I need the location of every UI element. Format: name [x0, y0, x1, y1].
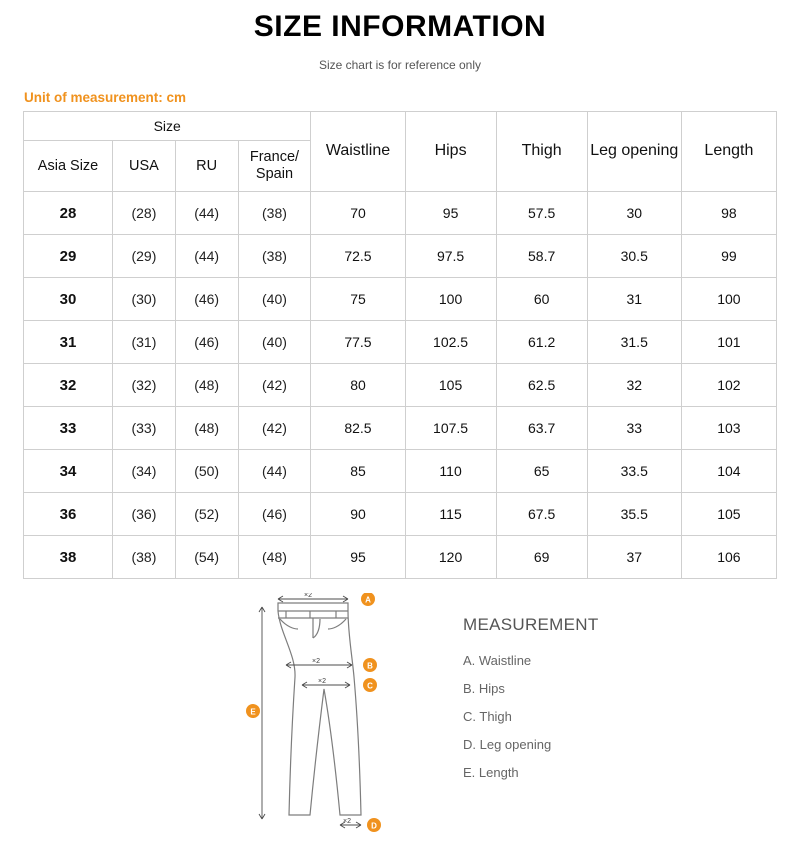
cell-waistline: 70	[311, 192, 405, 235]
cell-waistline: 95	[311, 536, 405, 579]
cell-france-spain: (42)	[238, 364, 311, 407]
column-header-usa: USA	[113, 141, 176, 192]
cell-length: 104	[681, 450, 776, 493]
table-row	[24, 192, 777, 235]
pants-diagram-svg	[240, 593, 420, 833]
cell-leg-opening: 31.5	[587, 321, 681, 364]
cell-waistline: 90	[311, 493, 405, 536]
column-header-asia-size: Asia Size	[24, 141, 113, 192]
column-header-hips: Hips	[405, 112, 496, 192]
cell-asia-size: 38	[24, 536, 113, 579]
table-body	[24, 192, 777, 579]
cell-asia-size: 36	[24, 493, 113, 536]
cell-thigh: 60	[496, 278, 587, 321]
cell-france-spain: (44)	[238, 450, 311, 493]
measurement-legend	[463, 615, 763, 793]
svg-text:C: C	[367, 681, 373, 691]
table-group-header-row	[24, 112, 777, 141]
cell-waistline: 80	[311, 364, 405, 407]
cell-usa: (34)	[113, 450, 176, 493]
column-header-waistline: Waistline	[311, 112, 405, 192]
cell-thigh: 57.5	[496, 192, 587, 235]
cell-usa: (31)	[113, 321, 176, 364]
cell-hips: 110	[405, 450, 496, 493]
cell-asia-size: 32	[24, 364, 113, 407]
cell-france-spain: (46)	[238, 493, 311, 536]
cell-usa: (32)	[113, 364, 176, 407]
cell-asia-size: 29	[24, 235, 113, 278]
cell-france-spain: (48)	[238, 536, 311, 579]
cell-waistline: 72.5	[311, 235, 405, 278]
column-header-length: Length	[681, 112, 776, 192]
cell-asia-size: 33	[24, 407, 113, 450]
cell-usa: (29)	[113, 235, 176, 278]
table-row	[24, 235, 777, 278]
page-subtitle: Size chart is for reference only	[318, 58, 482, 72]
table-row	[24, 407, 777, 450]
size-chart-table	[23, 111, 777, 579]
cell-hips: 107.5	[405, 407, 496, 450]
unit-note: Unit of measurement: cm	[24, 90, 187, 105]
cell-length: 101	[681, 321, 776, 364]
cell-leg-opening: 30.5	[587, 235, 681, 278]
cell-leg-opening: 33.5	[587, 450, 681, 493]
cell-hips: 95	[405, 192, 496, 235]
cell-usa: (36)	[113, 493, 176, 536]
cell-ru: (48)	[175, 407, 238, 450]
cell-thigh: 62.5	[496, 364, 587, 407]
cell-thigh: 63.7	[496, 407, 587, 450]
measurement-item-b: B. Hips	[463, 681, 505, 696]
cell-france-spain: (38)	[238, 192, 311, 235]
cell-thigh: 67.5	[496, 493, 587, 536]
table-row	[24, 536, 777, 579]
cell-ru: (50)	[175, 450, 238, 493]
cell-ru: (44)	[175, 192, 238, 235]
cell-length: 103	[681, 407, 776, 450]
multiplier-label-waist: ×2	[304, 593, 312, 599]
table-row	[24, 450, 777, 493]
cell-waistline: 77.5	[311, 321, 405, 364]
cell-france-spain: (42)	[238, 407, 311, 450]
cell-ru: (46)	[175, 278, 238, 321]
cell-hips: 97.5	[405, 235, 496, 278]
cell-leg-opening: 30	[587, 192, 681, 235]
measurement-item-d: D. Leg opening	[463, 737, 552, 752]
cell-leg-opening: 31	[587, 278, 681, 321]
column-header-ru: RU	[175, 141, 238, 192]
cell-asia-size: 30	[24, 278, 113, 321]
cell-usa: (28)	[113, 192, 176, 235]
cell-length: 100	[681, 278, 776, 321]
svg-text:A: A	[365, 595, 371, 605]
cell-france-spain: (40)	[238, 278, 311, 321]
measurement-item-c: C. Thigh	[463, 709, 512, 724]
cell-asia-size: 28	[24, 192, 113, 235]
table-row	[24, 278, 777, 321]
table-row	[24, 364, 777, 407]
cell-length: 98	[681, 192, 776, 235]
cell-leg-opening: 35.5	[587, 493, 681, 536]
cell-waistline: 85	[311, 450, 405, 493]
cell-asia-size: 34	[24, 450, 113, 493]
cell-thigh: 58.7	[496, 235, 587, 278]
cell-hips: 100	[405, 278, 496, 321]
pants-measurement-diagram	[240, 593, 420, 833]
table-row	[24, 493, 777, 536]
measurement-item-e: E. Length	[463, 765, 519, 780]
cell-ru: (48)	[175, 364, 238, 407]
measurement-item-a: A. Waistline	[463, 653, 532, 668]
column-header-leg-opening: Leg opening	[587, 112, 681, 192]
svg-text:D: D	[371, 821, 377, 831]
cell-usa: (38)	[113, 536, 176, 579]
column-header-thigh: Thigh	[496, 112, 587, 192]
cell-thigh: 61.2	[496, 321, 587, 364]
cell-waistline: 82.5	[311, 407, 405, 450]
cell-ru: (52)	[175, 493, 238, 536]
cell-hips: 120	[405, 536, 496, 579]
cell-ru: (54)	[175, 536, 238, 579]
multiplier-label-hips: ×2	[312, 658, 320, 665]
cell-length: 102	[681, 364, 776, 407]
cell-usa: (33)	[113, 407, 176, 450]
cell-length: 105	[681, 493, 776, 536]
table-row	[24, 321, 777, 364]
cell-hips: 102.5	[405, 321, 496, 364]
cell-hips: 105	[405, 364, 496, 407]
cell-waistline: 75	[311, 278, 405, 321]
cell-thigh: 65	[496, 450, 587, 493]
cell-asia-size: 31	[24, 321, 113, 364]
cell-ru: (44)	[175, 235, 238, 278]
cell-length: 106	[681, 536, 776, 579]
diagram-section	[0, 593, 800, 843]
cell-france-spain: (38)	[238, 235, 311, 278]
group-header-size: Size	[24, 112, 311, 141]
svg-text:E: E	[250, 707, 256, 717]
cell-usa: (30)	[113, 278, 176, 321]
cell-leg-opening: 33	[587, 407, 681, 450]
cell-leg-opening: 32	[587, 364, 681, 407]
multiplier-label-thigh: ×2	[318, 678, 326, 685]
svg-text:B: B	[367, 661, 373, 671]
cell-ru: (46)	[175, 321, 238, 364]
multiplier-label-leg-opening: ×2	[343, 818, 351, 825]
cell-length: 99	[681, 235, 776, 278]
size-information-page	[0, 10, 800, 831]
page-title: SIZE INFORMATION	[253, 10, 547, 43]
cell-thigh: 69	[496, 536, 587, 579]
column-header-france-spain: France/ Spain	[238, 141, 311, 192]
cell-france-spain: (40)	[238, 321, 311, 364]
measurement-title: MEASUREMENT	[463, 615, 599, 634]
cell-hips: 115	[405, 493, 496, 536]
cell-leg-opening: 37	[587, 536, 681, 579]
